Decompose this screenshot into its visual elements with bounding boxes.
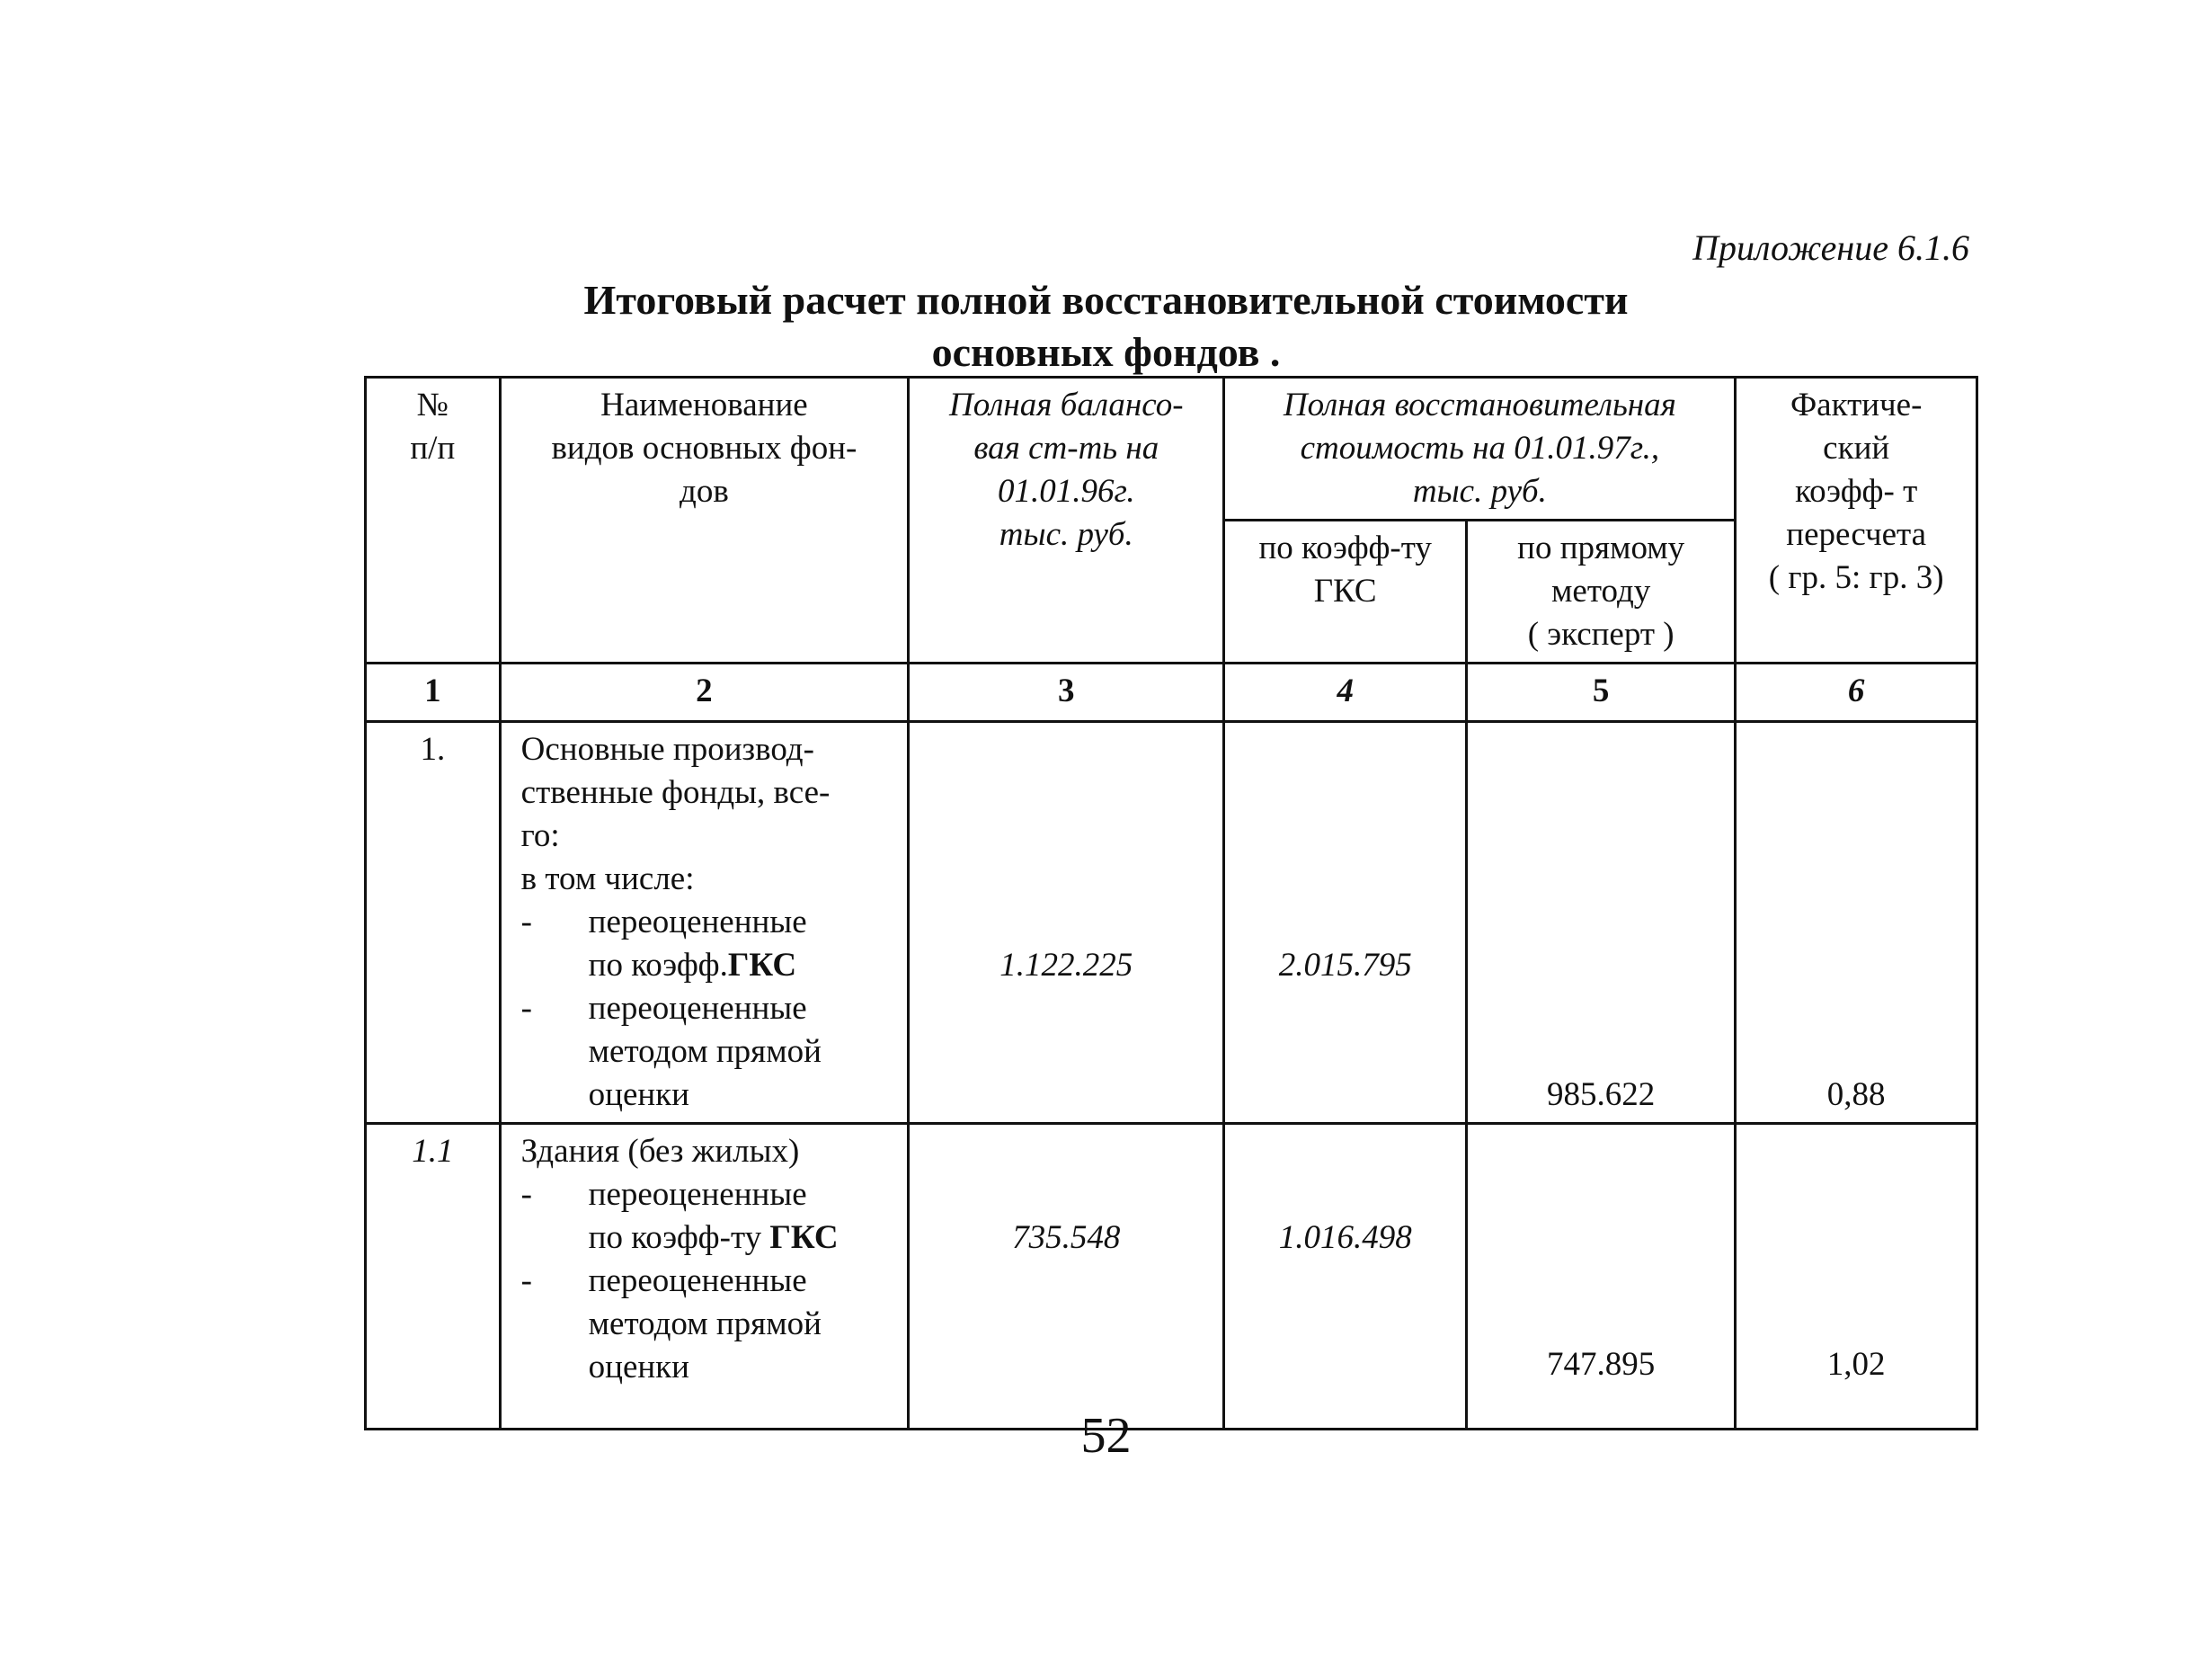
page-number: 52 <box>1080 1408 1132 1464</box>
row-coefficient: 1,02 <box>1736 1124 1977 1430</box>
title-line-2: основных фондов . <box>931 329 1281 375</box>
header-direct: по прямому методу ( эксперт ) <box>1466 521 1735 664</box>
header-name: Наименование видов основных фон- дов <box>500 378 909 664</box>
colnum-2: 2 <box>500 664 909 722</box>
header-row-1 <box>366 378 1977 521</box>
appendix-label: Приложение 6.1.6 <box>1692 227 1969 268</box>
row-balance-cost: 735.548 <box>909 1124 1224 1430</box>
header-balance: Полная балансо- вая ст-ть на 01.01.96г. тыс. руб. <box>909 378 1224 664</box>
row-coefficient: 0,88 <box>1736 722 1977 1124</box>
colnum-4: 4 <box>1224 664 1467 722</box>
colnum-5: 5 <box>1466 664 1735 722</box>
colnum-6: 6 <box>1736 664 1977 722</box>
title-line-1: Итоговый расчет полной восстановительной стоимости <box>583 277 1629 323</box>
colnum-3: 3 <box>909 664 1224 722</box>
header-gks: по коэфф-ту ГКС <box>1224 521 1467 664</box>
row-name: Основные производ- ственные фонды, все- го: в том числе: - переоцененные по коэфф.ГКС - переоцененные методом прямой оценки <box>500 722 909 1124</box>
row-balance-cost: 1.122.225 <box>909 722 1224 1124</box>
column-number-row <box>366 664 1977 722</box>
valuation-table <box>364 376 1978 1430</box>
table-row <box>366 1124 1977 1430</box>
header-num: № п/п <box>366 378 501 664</box>
row-gks-cost: 2.015.795 <box>1224 722 1467 1124</box>
table-row <box>366 722 1977 1124</box>
header-coefficient: Фактиче- ский коэфф- т пересчета ( гр. 5: гр. 3) <box>1736 378 1977 664</box>
row-name: Здания (без жилых) - переоцененные по коэфф-ту ГКС - переоцененные методом прямой оценки <box>500 1124 909 1430</box>
row-number: 1.1 <box>366 1124 501 1430</box>
row-number: 1. <box>366 722 501 1124</box>
colnum-1: 1 <box>366 664 501 722</box>
row-direct-cost: 747.895 <box>1466 1124 1735 1430</box>
row-direct-cost: 985.622 <box>1466 722 1735 1124</box>
row-gks-cost: 1.016.498 <box>1224 1124 1467 1430</box>
document-title <box>0 274 2212 379</box>
header-restoration-cost: Полная восстановительная стоимость на 01.01.97г., тыс. руб. <box>1224 378 1736 521</box>
